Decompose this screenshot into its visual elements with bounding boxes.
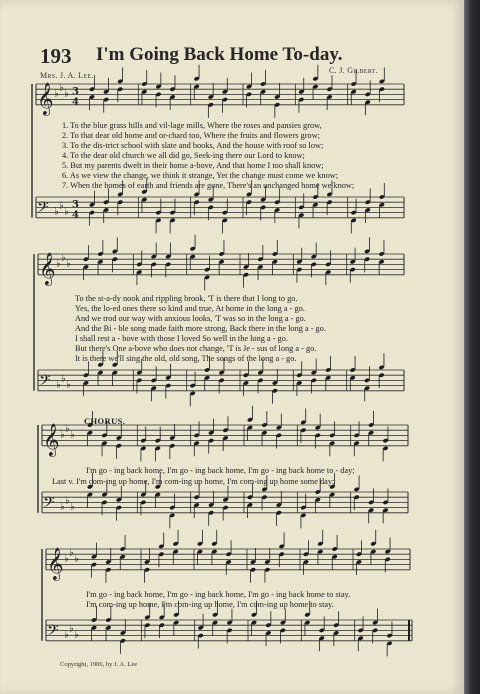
svg-text:♭: ♭ xyxy=(69,623,74,635)
svg-text:♭: ♭ xyxy=(59,82,64,94)
svg-text:𝄢: 𝄢 xyxy=(39,371,51,393)
svg-text:♭: ♭ xyxy=(70,429,75,441)
svg-text:♭: ♭ xyxy=(61,252,66,264)
verse-1-line-a: 1. To the blue grass hills and vil-lage mills, Where the roses and pansies grow, xyxy=(62,121,322,130)
svg-text:♭: ♭ xyxy=(64,629,69,641)
verse-5-line-a: 5. But my parents dwelt in their home a-bove, And that home I too shall know; xyxy=(62,161,324,170)
lyricist-credit: Mrs. J. A. Lee. xyxy=(40,71,94,80)
chorus-line-1: I'm go - ing back home, I'm go - ing back home, I'm go - ing back home to - day; xyxy=(86,466,355,475)
svg-text:♭: ♭ xyxy=(70,501,75,513)
chorus-label: CHORUS. xyxy=(84,416,126,426)
verse-3-line-a: 3. To the dis-trict school with slate and books, And the house with roof so low; xyxy=(62,141,324,150)
copyright-notice: Copyright, 1906, by J. A. Lee xyxy=(60,661,138,668)
svg-text:4: 4 xyxy=(72,96,79,108)
svg-text:♭: ♭ xyxy=(64,206,69,218)
verse-7-line-b: It is there we'll sing the old, old song, The songs of the long a - go. xyxy=(75,354,297,363)
svg-text:♭: ♭ xyxy=(54,88,59,100)
hymn-title: I'm Going Back Home To-day. xyxy=(96,44,343,65)
svg-text:3: 3 xyxy=(72,199,79,211)
svg-text:♭: ♭ xyxy=(54,206,59,218)
chorus-line-2: Last v. I'm com-ing up home, I'm com-ing up home, I'm com-ing up home some day; xyxy=(52,477,335,486)
chorus-line-4: I'm com-ing up home, I'm com-ing up home, I'm com-ing up home to stay. xyxy=(86,600,334,609)
verse-7-line-a: 7. When the homes of earth and friends are gone, There's an unchanged home we know; xyxy=(62,181,355,190)
svg-text:♭: ♭ xyxy=(66,258,71,270)
svg-text:♭: ♭ xyxy=(56,379,61,391)
svg-text:♭: ♭ xyxy=(69,547,74,559)
svg-text:♭: ♭ xyxy=(60,429,65,441)
svg-text:♭: ♭ xyxy=(64,88,69,100)
svg-text:♭: ♭ xyxy=(60,501,65,513)
svg-text:𝄞: 𝄞 xyxy=(39,251,56,285)
verse-1-line-b: To the st-a-dy nook and rippling brook, 'T is there that I long to go. xyxy=(75,294,298,303)
verse-6-line-a: 6. As we view the change, we think it strange, Yet the change must come we know; xyxy=(62,171,339,180)
svg-text:𝄞: 𝄞 xyxy=(47,546,64,580)
svg-text:♭: ♭ xyxy=(59,200,64,212)
svg-text:𝄞: 𝄞 xyxy=(43,422,60,456)
verse-2-line-b: Yes, the lo-ed ones there so kind and true, At home in the long a - go. xyxy=(75,304,305,313)
chorus-line-3: I'm go - ing back home, I'm go - ing back home, I'm go - ing back home to stay. xyxy=(86,590,351,599)
svg-text:♭: ♭ xyxy=(56,258,61,270)
svg-text:♭: ♭ xyxy=(65,423,70,435)
svg-text:3: 3 xyxy=(72,86,79,98)
book-spine xyxy=(464,0,480,694)
hymn-number: 193 xyxy=(40,44,72,68)
verse-4-line-a: 4. To the dear old church we all did go, Seek-ing there our Lord to know; xyxy=(62,151,305,160)
svg-text:♭: ♭ xyxy=(66,379,71,391)
svg-text:4: 4 xyxy=(72,209,79,221)
svg-text:𝄢: 𝄢 xyxy=(47,621,59,643)
verse-2-line-a: 2. To that dear old home and or-chard too, Where the fruits and flowers grow; xyxy=(62,131,320,140)
svg-text:♭: ♭ xyxy=(74,629,79,641)
svg-text:♭: ♭ xyxy=(65,495,70,507)
verse-3-line-b: And we trod our way with anxious looks, 'T was so in the long a - go. xyxy=(75,314,306,323)
svg-text:𝄢: 𝄢 xyxy=(37,198,49,220)
composer-credit: C. J. Gilbert. xyxy=(329,66,379,75)
svg-text:𝄞: 𝄞 xyxy=(37,81,54,115)
svg-text:♭: ♭ xyxy=(64,553,69,565)
svg-text:♭: ♭ xyxy=(74,553,79,565)
verse-6-line-b: But there's One a-bove who does not change, 'T is Je - sus of long a - go. xyxy=(75,344,317,353)
verse-5-line-b: I shall rest a - bove with those I loved So well in the long a - go. xyxy=(75,334,288,343)
verse-4-line-b: And the Bi - ble song made faith more strong, Back there in the long a - go. xyxy=(75,324,326,333)
svg-text:𝄢: 𝄢 xyxy=(43,493,55,515)
svg-text:♭: ♭ xyxy=(61,373,66,385)
